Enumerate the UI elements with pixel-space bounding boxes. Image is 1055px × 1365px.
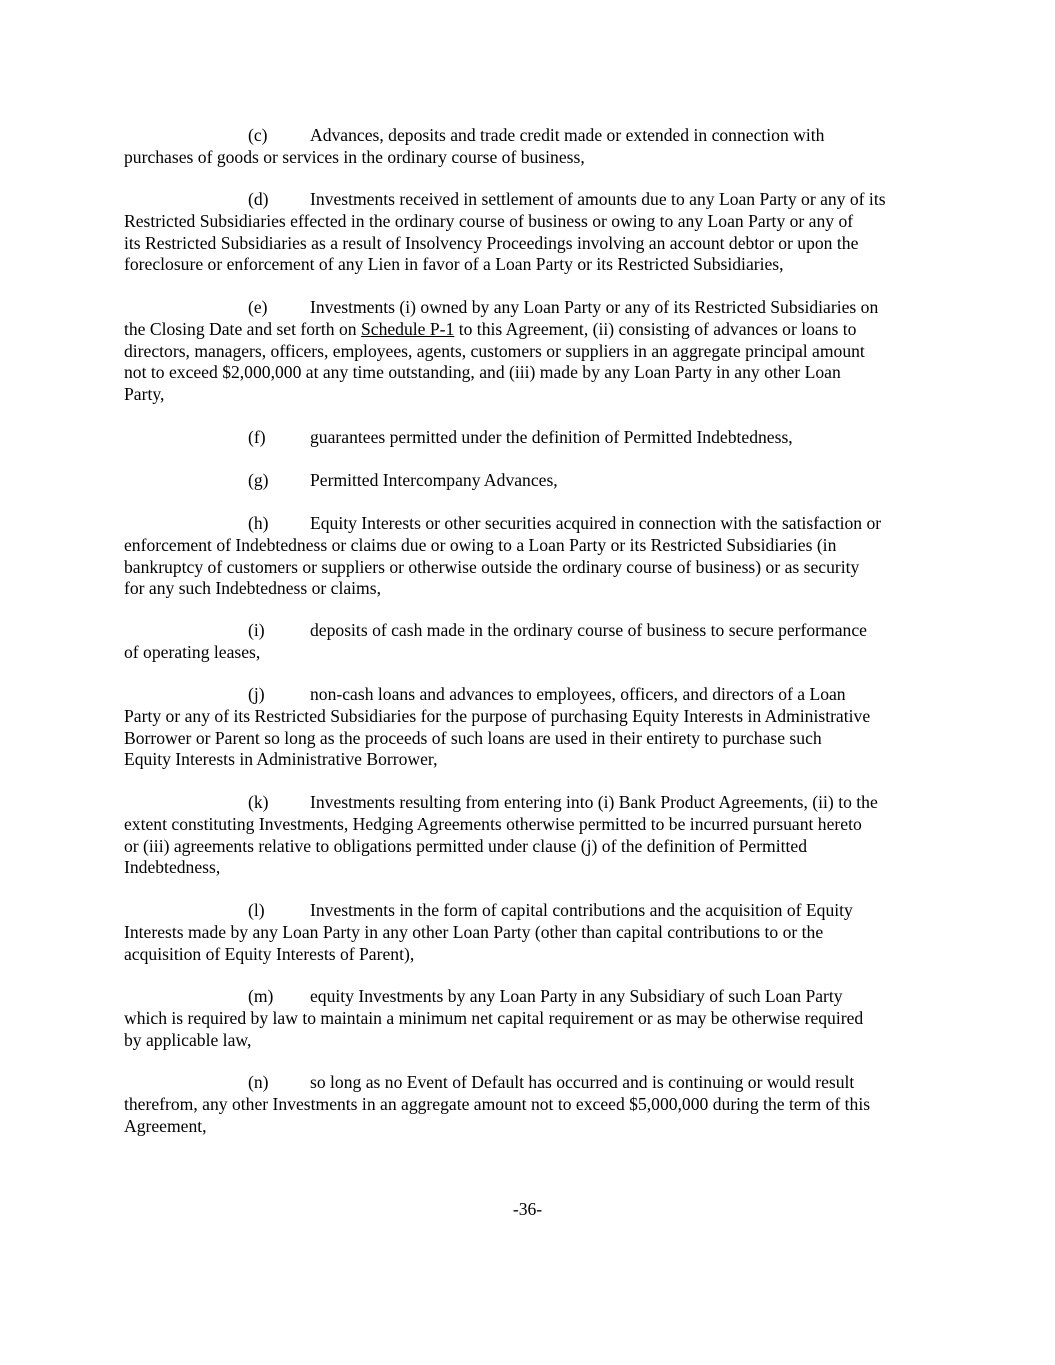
paragraph-text: its Restricted Subsidiaries as a result of Insolvency Proceedings involving an account debtor or upon the xyxy=(124,232,859,253)
paragraph-d xyxy=(124,189,934,276)
paragraph-label: (g) xyxy=(248,470,269,490)
paragraph-text: of operating leases, xyxy=(124,641,261,662)
paragraph-text: acquisition of Equity Interests of Parent), xyxy=(124,943,415,964)
paragraph-text: purchases of goods or services in the ordinary course of business, xyxy=(124,146,585,167)
paragraph-e xyxy=(124,297,934,406)
schedule-reference: Schedule P-1 xyxy=(360,318,455,339)
paragraph-text: Investments received in settlement of amounts due to any Loan Party or any of its xyxy=(310,189,886,209)
paragraph-text: extent constituting Investments, Hedging Agreements otherwise permitted to be incurred pursuant hereto xyxy=(124,813,862,834)
paragraph-text: deposits of cash made in the ordinary course of business to secure performance xyxy=(310,620,867,640)
paragraph-text: enforcement of Indebtedness or claims due or owing to a Loan Party or its Restricted Subsidiaries (in xyxy=(124,534,837,555)
paragraph-text: Party or any of its Restricted Subsidiaries for the purpose of purchasing Equity Interests in Administrative xyxy=(124,705,871,726)
paragraph-text: Indebtedness, xyxy=(124,857,221,878)
paragraph-text: Equity Interests or other securities acquired in connection with the satisfaction or xyxy=(310,513,882,533)
paragraph-label: (i) xyxy=(248,620,265,640)
paragraph-text: Restricted Subsidiaries effected in the ordinary course of business or owing to any Loan Party or any of xyxy=(124,210,854,231)
paragraph-text: Investments (i) owned by any Loan Party or any of its Restricted Subsidiaries on xyxy=(310,297,879,317)
paragraph-m xyxy=(124,986,934,1051)
paragraph-j xyxy=(124,684,934,771)
paragraph-h xyxy=(124,513,934,600)
paragraph-text: so long as no Event of Default has occurred and is continuing or would result xyxy=(310,1072,855,1092)
paragraph-l xyxy=(124,900,934,965)
paragraph-i xyxy=(124,620,934,664)
paragraph-text: guarantees permitted under the definition of Permitted Indebtedness, xyxy=(310,427,793,447)
paragraph-text: Borrower or Parent so long as the proceeds of such loans are used in their entirety to purchase such xyxy=(124,727,822,748)
paragraph-n xyxy=(124,1072,934,1137)
paragraph-text: directors, managers, officers, employees, agents, customers or suppliers in an aggregate principal amount xyxy=(124,340,865,361)
paragraph-k xyxy=(124,792,934,879)
paragraph-f xyxy=(124,427,934,449)
paragraph-label: (m) xyxy=(248,986,274,1006)
paragraph-text: Investments resulting from entering into (i) Bank Product Agreements, (ii) to the xyxy=(310,792,878,812)
paragraph-text: Equity Interests in Administrative Borrower, xyxy=(124,749,438,770)
page-number: -36- xyxy=(512,1199,543,1219)
paragraph-label: (n) xyxy=(248,1072,269,1092)
paragraph-text: for any such Indebtedness or claims, xyxy=(124,578,381,599)
paragraph-text: Advances, deposits and trade credit made or extended in connection with xyxy=(310,125,825,145)
paragraph-text: to this Agreement, (ii) consisting of advances or loans to xyxy=(454,318,857,339)
paragraph-text: Investments in the form of capital contributions and the acquisition of Equity xyxy=(310,900,853,920)
paragraph-label: (f) xyxy=(248,427,266,447)
paragraph-label: (d) xyxy=(248,189,269,209)
paragraph-text: Permitted Intercompany Advances, xyxy=(310,470,558,490)
paragraph-text: therefrom, any other Investments in an aggregate amount not to exceed $5,000,000 during the term of this xyxy=(124,1093,871,1114)
paragraph-label: (k) xyxy=(248,792,269,812)
paragraph-label: (l) xyxy=(248,900,265,920)
paragraph-text: not to exceed $2,000,000 at any time outstanding, and (iii) made by any Loan Party in any other Loan xyxy=(124,362,841,383)
paragraph-text: Agreement, xyxy=(124,1115,207,1136)
paragraph-label: (e) xyxy=(248,297,268,317)
paragraph-label: (j) xyxy=(248,684,265,704)
paragraph-label: (h) xyxy=(248,513,269,533)
paragraph-text: the Closing Date and set forth on xyxy=(124,318,361,339)
paragraph-text: which is required by law to maintain a minimum net capital requirement or as may be otherwise required xyxy=(124,1007,864,1028)
paragraph-text: by applicable law, xyxy=(124,1029,252,1050)
paragraph-text: Interests made by any Loan Party in any other Loan Party (other than capital contributions to or the xyxy=(124,921,824,942)
paragraph-label: (c) xyxy=(248,125,268,145)
paragraph-text: equity Investments by any Loan Party in any Subsidiary of such Loan Party xyxy=(310,986,843,1006)
paragraph-text: foreclosure or enforcement of any Lien in favor of a Loan Party or its Restricted Subsidiaries, xyxy=(124,254,784,275)
paragraph-text: bankruptcy of customers or suppliers or otherwise outside the ordinary course of business) or as security xyxy=(124,556,860,577)
paragraph-text: or (iii) agreements relative to obligations permitted under clause (j) of the definition of Permitted xyxy=(124,835,808,856)
paragraph-g xyxy=(124,470,934,492)
paragraph-c xyxy=(124,125,934,169)
paragraph-text: non-cash loans and advances to employees, officers, and directors of a Loan xyxy=(310,684,846,704)
paragraph-text: Party, xyxy=(124,384,165,405)
